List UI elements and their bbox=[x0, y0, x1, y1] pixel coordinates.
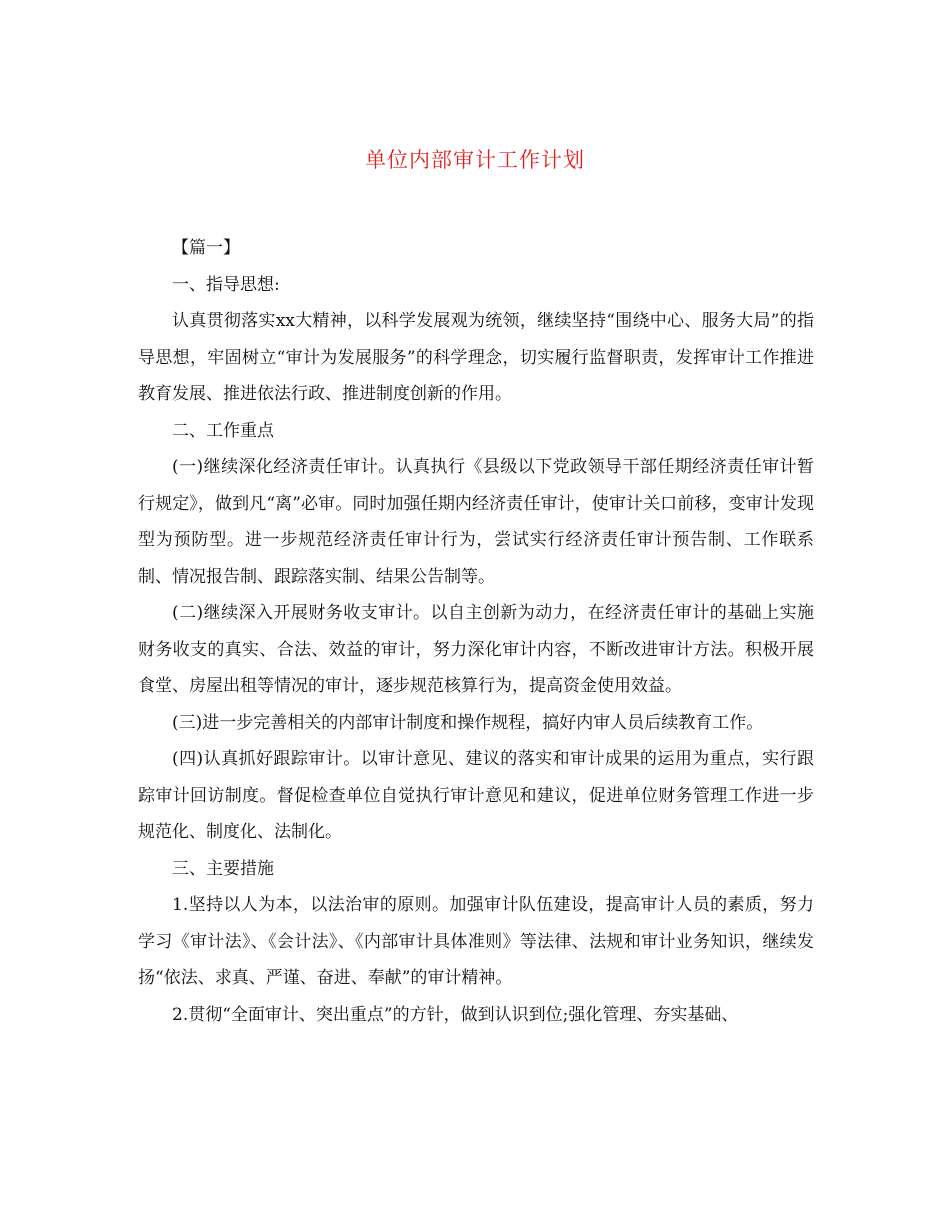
paragraph-focus-4: (四)认真抓好跟踪审计。以审计意见、建议的落实和审计成果的运用为重点，实行跟踪审计回访制度。督促检查单位自觉执行审计意见和建议，促进单位财务管理工作进一步规范化、制度化、法制化。 bbox=[138, 749, 814, 842]
document-title: 单位内部审计工作计划 bbox=[365, 148, 585, 172]
paragraph-measure-1: 1.坚持以人为本，以法治审的原则。加强审计队伍建设，提高审计人员的素质，努力学习《审计法》、《会计法》、《内部审计具体准则》等法律、法规和审计业务知识，继续发扬“依法、求真、严谨、奋进、奉献”的审计精神。 bbox=[138, 895, 814, 988]
paragraph-guiding-thought: 认真贯彻落实xx大精神，以科学发展观为统领，继续坚持“围绕中心、服务大局”的指导思想，牢固树立“审计为发展服务”的科学理念，切实履行监督职责，发挥审计工作推进教育发展、推进依法行政、推进制度创新的作用。 bbox=[138, 311, 814, 404]
paragraph-focus-1: (一)继续深化经济责任审计。认真执行《县级以下党政领导干部任期经济责任审计暂行规定》，做到凡“离”必审。同时加强任期内经济责任审计，使审计关口前移，变审计发现型为预防型。进一步规范经济责任审计行为，尝试实行经济责任审计预告制、工作联系制、情况报告制、跟踪落实制、结果公告制等。 bbox=[138, 457, 814, 587]
heading-work-focus: 二、工作重点 bbox=[172, 420, 274, 441]
paragraph-focus-2: (二)继续深入开展财务收支审计。以自主创新为动力，在经济责任审计的基础上实施财务收支的真实、合法、效益的审计，努力深化审计内容，不断改进审计方法。积极开展食堂、房屋出租等情况的审计，逐步规范核算行为，提高资金使用效益。 bbox=[138, 603, 814, 696]
heading-main-measures: 三、主要措施 bbox=[172, 858, 274, 879]
document-body bbox=[138, 230, 814, 1033]
heading-guiding-thought: 一、指导思想: bbox=[172, 274, 280, 295]
paragraph-focus-3: (三)进一步完善相关的内部审计制度和操作规程，搞好内审人员后续教育工作。 bbox=[172, 712, 764, 733]
paragraph-measure-2: 2.贯彻“全面审计、突出重点”的方针，做到认识到位;强化管理、夯实基础、 bbox=[172, 1004, 739, 1025]
section-tag-part-one: 【篇一】 bbox=[172, 238, 240, 258]
